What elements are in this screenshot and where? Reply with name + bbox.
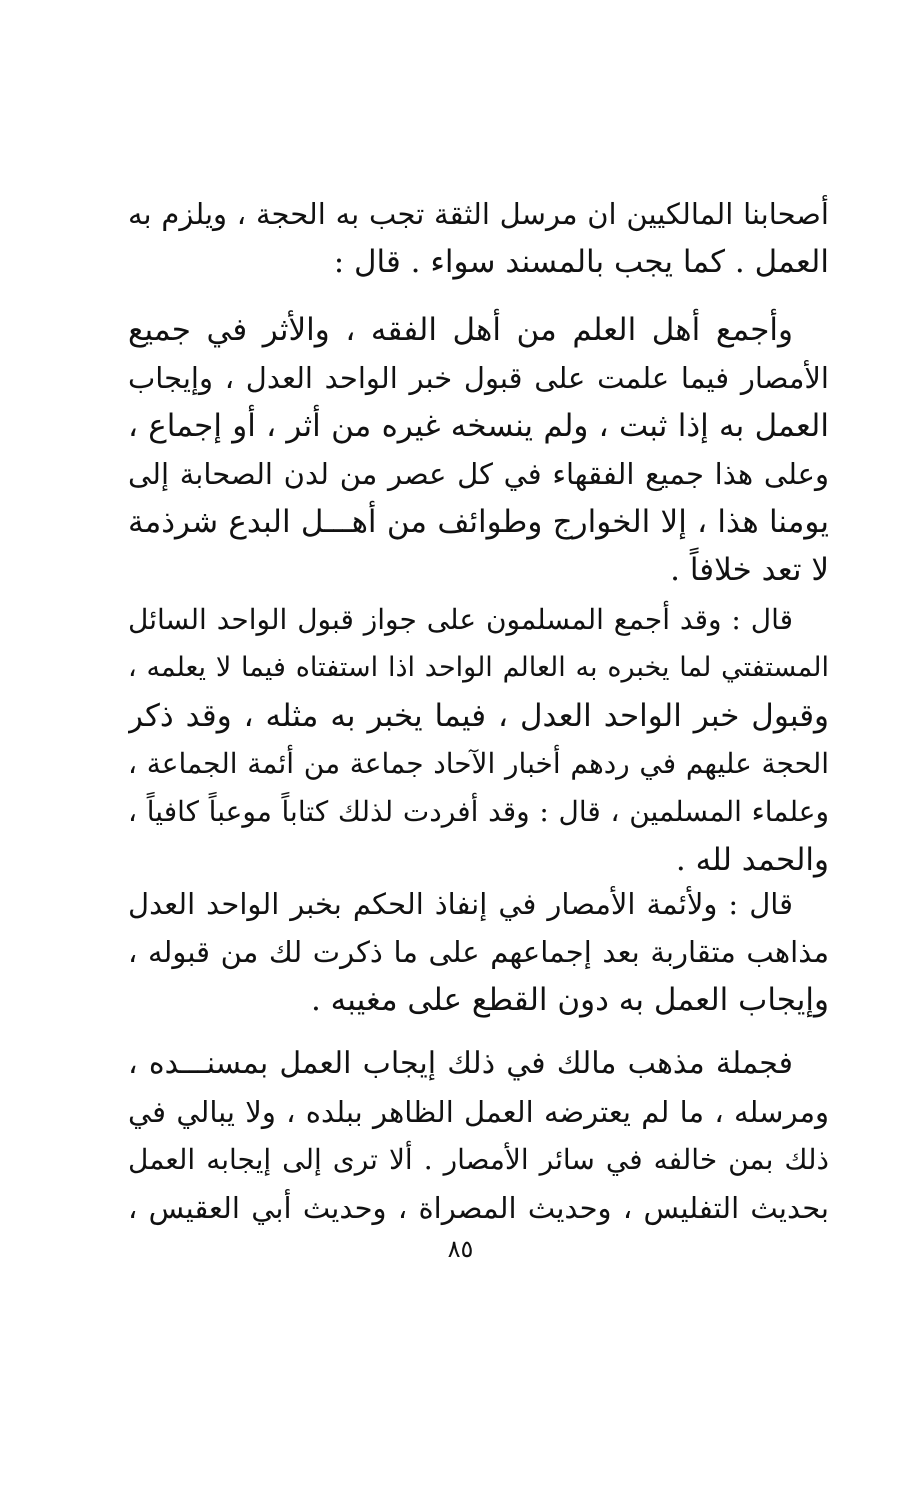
paragraph-4 xyxy=(128,880,829,1024)
text-line: الحجة عليهم في ردهم أخبار الآحاد جماعة من أئمة الجماعة ، xyxy=(128,747,829,780)
text-line: الأمصار فيما علمت على قبول خبر الواحد العدل ، وإيجاب xyxy=(128,361,829,395)
text-line: يومنا هذا ، إلا الخوارج وطوائف من أهـــل البدع شرذمة xyxy=(128,504,829,540)
paragraph-1 xyxy=(128,190,829,286)
text-line: ذلك بمن خالفه في سائر الأمصار . ألا ترى إلى إيجابه العمل xyxy=(128,1143,829,1176)
text-line: قال : ولأئمة الأمصار في إنفاذ الحكم بخبر الواحد العدل xyxy=(128,887,793,921)
text-line: وعلماء المسلمين ، قال : وقد أفردت لذلك كتاباً موعباً كافياً ، xyxy=(128,795,829,828)
paragraph-3 xyxy=(128,596,829,884)
text-line: وعلى هذا جميع الفقهاء في كل عصر من لدن الصحابة إلى xyxy=(128,457,829,491)
text-line: العمل . كما يجب بالمسند سواء . قال : xyxy=(333,244,829,280)
text-line: العمل به إذا ثبت ، ولم ينسخه غيره من أثر ، أو إجماع ، xyxy=(128,408,829,444)
text-line: ومرسله ، ما لم يعترضه العمل الظاهر ببلده ، ولا يبالي في xyxy=(128,1095,829,1129)
text-line: المستفتي لما يخبره به العالم الواحد اذا استفتاه فيما لا يعلمه ، xyxy=(128,652,829,683)
text-line: وأجمع أهل العلم من أهل الفقه ، والأثر في جميع xyxy=(128,312,793,348)
text-line: وإيجاب العمل به دون القطع على مغيبه . xyxy=(310,982,829,1018)
paragraph-2 xyxy=(128,306,829,594)
text-line: وقبول خبر الواحد العدل ، فيما يخبر به مثله ، وقد ذكر xyxy=(128,698,829,734)
text-line: والحمد لله . xyxy=(675,842,829,878)
text-line: فجملة مذهب مالك في ذلك إيجاب العمل بمسنـــده ، xyxy=(128,1046,793,1081)
text-line: مذاهب متقاربة بعد إجماعهم على ما ذكرت لك من قبوله ، xyxy=(128,935,829,969)
text-line: لا تعد خلافاً . xyxy=(670,552,829,588)
paragraph-5 xyxy=(128,1040,829,1232)
text-line: قال : وقد أجمع المسلمون على جواز قبول الواحد السائل xyxy=(128,603,793,636)
page-number: ٨٥ xyxy=(447,1235,474,1263)
text-line: أصحابنا المالكيين ان مرسل الثقة تجب به الحجة ، ويلزم به xyxy=(128,197,829,231)
text-line: بحديث التفليس ، وحديث المصراة ، وحديث أبي العقيس ، xyxy=(128,1191,829,1225)
